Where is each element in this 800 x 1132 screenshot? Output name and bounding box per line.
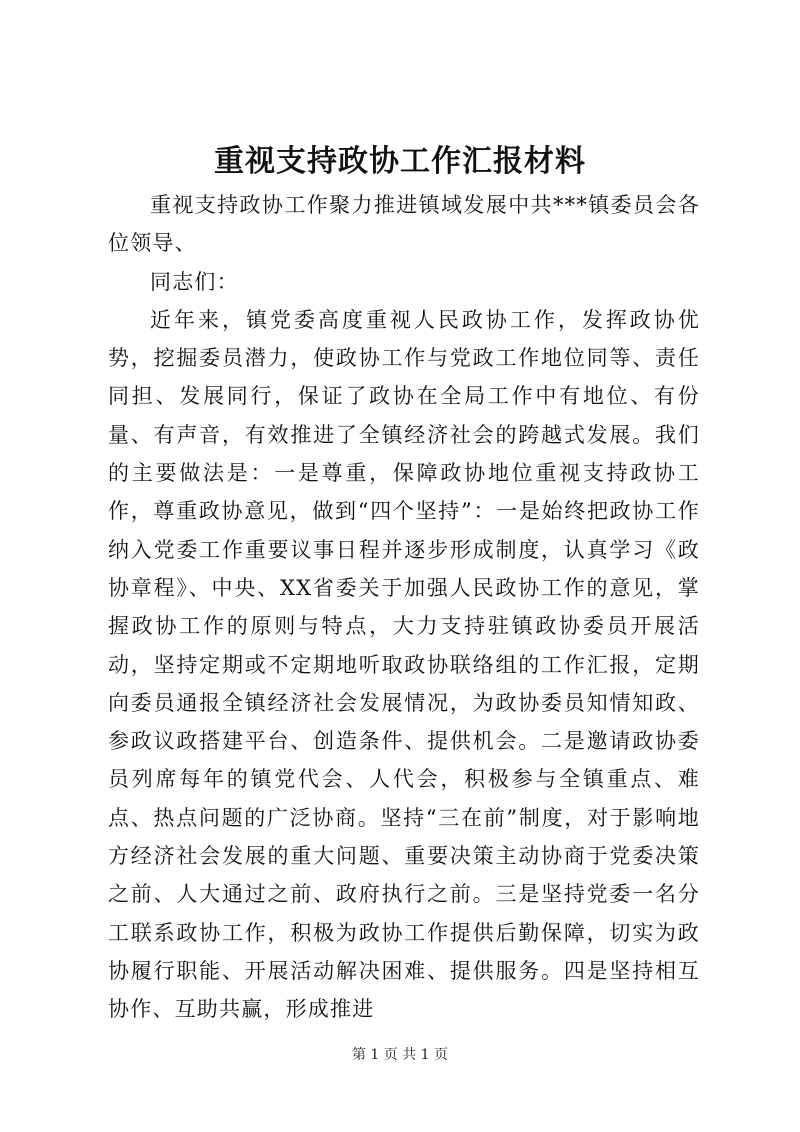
document-body [108, 186, 700, 1029]
paragraph-heading-line: 重视支持政协工作聚力推进镇域发展中共***镇委员会各位领导、 [108, 193, 700, 256]
document-title: 重视支持政协工作汇报材料 [214, 144, 586, 179]
page-number-footer: 第 1 页 共 1 页 [351, 1047, 449, 1063]
paragraph-salutation: 同志们： [150, 269, 239, 294]
paragraph-main: 近年来，镇党委高度重视人民政协工作，发挥政协优势，挖掘委员潜力，使政协工作与党政工作地位同等、责任同担、发展同行，保证了政协在全局工作中有地位、有份量、有声音，有效推进了全镇经济社会的跨越式发展。我们的主要做法是：一是尊重，保障政协地位重视支持政协工作，尊重政协意见，做到“四个坚持”：一是始终把政协工作纳入党委工作重要议事日程并逐步形成制度，认真学习《政协章程》、中央、XX省委关于加强人民政协工作的意见，掌握政协工作的原则与特点，大力支持驻镇政协委员开展活动，坚持定期或不定期地听取政协联络组的工作汇报，定期向委员通报全镇经济社会发展情况，为政协委员知情知政、参政议政搭建平台、创造条件、提供机会。二是邀请政协委员列席每年的镇党代会、人代会，积极参与全镇重点、难点、热点问题的广泛协商。坚持“三在前”制度，对于影响地方经济社会发展的重大问题、重要决策主动协商于党委决策之前、人大通过之前、政府执行之前。三是坚持党委一名分工联系政协工作，积极为政协工作提供后勤保障，切实为政协履行职能、开展活动解决困难、提供服务。四是坚持相互协作、互助共赢，形成推进 [108, 307, 700, 1022]
